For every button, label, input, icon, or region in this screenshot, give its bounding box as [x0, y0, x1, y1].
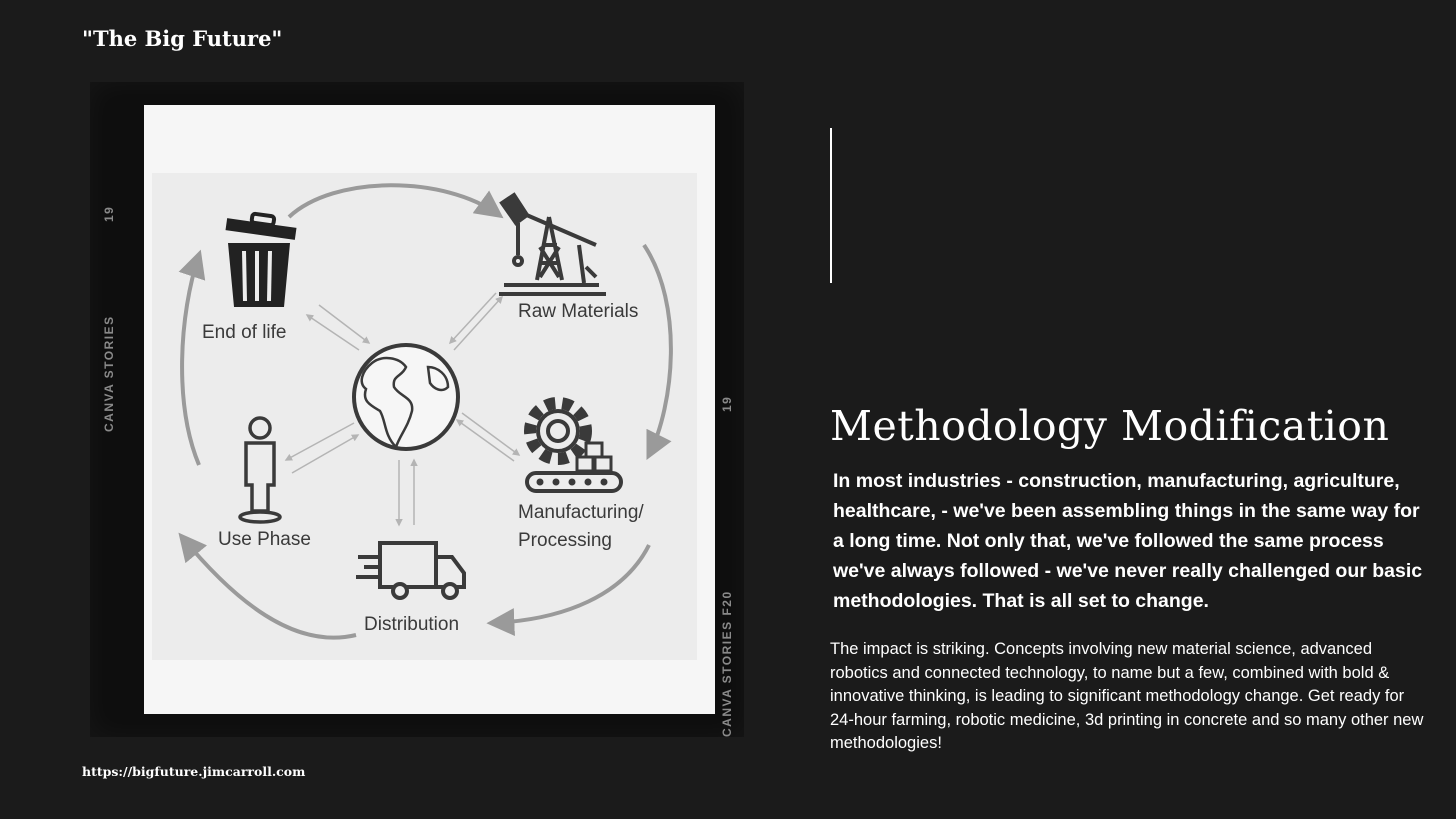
lifecycle-diagram: [144, 105, 715, 714]
brand-title: "The Big Future": [82, 26, 283, 51]
film-edge-number-mid: 19: [720, 395, 734, 412]
footer-url: https://bigfuture.jimcarroll.com: [82, 764, 306, 779]
body-paragraph: The impact is striking. Concepts involving new material science, advanced robotics and connected technology, to name but a few, combined with bold & innovative thinking, is leading to significant methodology change. Get ready for 24-hour farming, robotic medicine, 3d printing in concrete and so many other new methodologies!: [830, 640, 1424, 752]
lead-paragraph: In most industries - construction, manufacturing, agriculture, healthcare, - we've been assembling things in the same way for a long time. Not only that, we've followed the same process we've always followed - we've never really challenged our basic methodologies. That is all set to change.: [833, 470, 1423, 612]
node-label-distribution: Distribution: [364, 614, 460, 635]
node-label-manufacturing-1: Manufacturing/: [518, 502, 644, 523]
node-label-raw-materials: Raw Materials: [518, 301, 639, 322]
film-edge-label-left: CANVA STORIES: [102, 315, 116, 432]
node-label-use-phase: Use Phase: [218, 529, 311, 550]
globe-icon: [354, 345, 458, 449]
node-label-end-of-life: End of life: [202, 322, 287, 343]
film-edge-label-right: CANVA STORIES F20: [720, 590, 734, 737]
film-edge-number-top: 19: [102, 205, 116, 222]
section-title: Methodology Modification: [830, 402, 1390, 450]
node-label-manufacturing-2: Processing: [518, 530, 612, 551]
vertical-divider: [830, 128, 832, 283]
lifecycle-diagram-photo: [144, 105, 715, 714]
